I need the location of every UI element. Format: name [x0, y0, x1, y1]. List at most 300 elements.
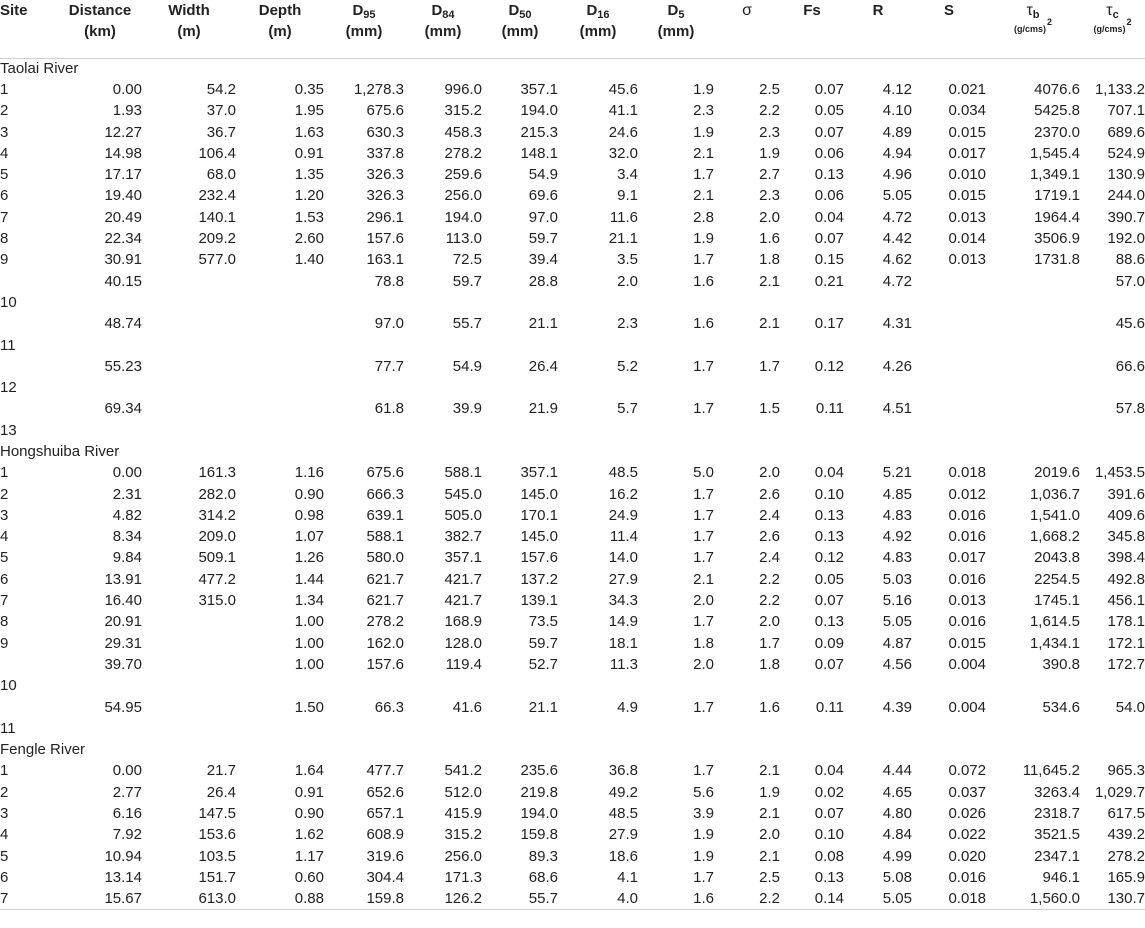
- cell-depth: 0.88: [236, 889, 324, 910]
- cell-fs: 0.07: [814, 592, 844, 610]
- cell-d50: 89.3: [528, 847, 558, 865]
- table-row: [0, 186, 1145, 207]
- cell-d95: 77.7: [374, 357, 404, 375]
- cell-d5: 1.6: [638, 889, 714, 910]
- cell-tau-b: 1,545.4: [1029, 144, 1080, 162]
- cell-site: 7: [0, 592, 9, 610]
- cell-d16: 27.9: [608, 570, 638, 588]
- river-group-row: [0, 441, 1145, 462]
- cell-d84: 512.0: [444, 783, 482, 801]
- cell-s: 0.026: [948, 805, 986, 823]
- cell-d95: 61.8: [374, 400, 404, 418]
- table-row: [0, 612, 1145, 633]
- cell-distance: 2.31: [112, 485, 142, 503]
- cell-r: 4.44: [882, 762, 912, 780]
- site-number-row: [0, 420, 1145, 441]
- cell-tau-c: 390.7: [1107, 208, 1145, 226]
- cell-fs: 0.14: [780, 889, 844, 910]
- cell-distance: 13.14: [104, 868, 142, 886]
- table-row: [0, 782, 1145, 803]
- cell-distance: 20.91: [104, 613, 142, 631]
- cell-r: 4.12: [882, 80, 912, 98]
- table-row: [0, 314, 1145, 335]
- cell-distance: 20.49: [104, 208, 142, 226]
- cell-site: [0, 654, 58, 675]
- cell-tau-b: 2043.8: [1034, 549, 1080, 567]
- cell-d84: 256.0: [444, 847, 482, 865]
- cell-sigma: 1.9: [759, 144, 780, 162]
- empty-cell: [638, 335, 714, 356]
- cell-tau-c: 1,453.5: [1094, 464, 1145, 482]
- empty-cell: [986, 676, 1080, 697]
- cell-d5: 1.7: [693, 251, 714, 269]
- cell-sigma: 1.5: [759, 400, 780, 418]
- cell-fs: 0.07: [814, 123, 844, 141]
- cell-d16: 9.1: [617, 187, 638, 205]
- cell-d50: 215.3: [520, 123, 558, 141]
- cell-site: 7: [0, 889, 58, 910]
- cell-d84: 119.4: [445, 655, 482, 673]
- cell-fs: 0.11: [815, 698, 844, 716]
- cell-d95: 162.0: [366, 634, 404, 652]
- cell-s: 0.013: [948, 592, 986, 610]
- cell-d16: 27.9: [608, 826, 638, 844]
- cell-r: 4.89: [882, 123, 912, 141]
- cell-s: [912, 399, 986, 420]
- cell-tau-c: 192.0: [1107, 230, 1145, 248]
- cell-tau-c: 57.0: [1115, 272, 1145, 290]
- cell-depth: 1.50: [294, 698, 324, 716]
- empty-cell: [1080, 676, 1145, 697]
- cell-r: 4.83: [882, 506, 912, 524]
- cell-tau-b: 534.6: [1042, 698, 1080, 716]
- cell-tau-b: 2254.5: [1034, 570, 1080, 588]
- cell-s: [912, 356, 986, 377]
- cell-tau-c: 244.0: [1107, 187, 1145, 205]
- cell-d5: 3.9: [693, 805, 714, 823]
- cell-width: 282.0: [198, 485, 236, 503]
- cell-sigma: 2.6: [759, 528, 780, 546]
- cell-distance: 19.40: [104, 187, 142, 205]
- empty-cell: [142, 377, 236, 398]
- cell-depth: [236, 399, 324, 420]
- cell-depth: 1.53: [294, 208, 324, 226]
- cell-d5: 2.0: [693, 592, 714, 610]
- cell-width: 106.4: [198, 144, 236, 162]
- cell-r: 5.05: [844, 889, 912, 910]
- cell-r: 4.42: [882, 230, 912, 248]
- col-header-sigma: σ: [714, 0, 780, 58]
- cell-d5: 1.7: [693, 528, 714, 546]
- empty-cell: [324, 377, 404, 398]
- cell-r: 4.85: [882, 485, 912, 503]
- table-row: [0, 654, 1145, 675]
- cell-tau-b: 1,668.2: [1029, 528, 1080, 546]
- empty-cell: [638, 377, 714, 398]
- cell-depth: 0.90: [294, 485, 324, 503]
- cell-width: 151.7: [198, 868, 236, 886]
- cell-site: 8: [0, 613, 9, 631]
- cell-fs: 0.15: [814, 251, 844, 269]
- empty-cell: [780, 377, 844, 398]
- cell-s: 0.004: [948, 698, 986, 716]
- empty-cell: [912, 377, 986, 398]
- cell-fs: 0.06: [814, 144, 844, 162]
- cell-site: [0, 314, 58, 335]
- cell-depth: 2.60: [294, 230, 324, 248]
- cell-d84: 171.3: [444, 868, 482, 886]
- empty-cell: [58, 292, 142, 313]
- cell-site: [0, 271, 58, 292]
- cell-tau-c: 165.9: [1107, 868, 1145, 886]
- cell-width: 26.4: [206, 783, 236, 801]
- cell-d16: 36.8: [608, 762, 638, 780]
- cell-distance: 69.34: [104, 400, 142, 418]
- cell-depth: 0.35: [294, 80, 324, 98]
- empty-cell: [558, 377, 638, 398]
- empty-cell: [780, 292, 844, 313]
- cell-d95: 326.3: [366, 166, 404, 184]
- cell-d5: 2.1: [693, 144, 714, 162]
- cell-r: 4.72: [882, 272, 912, 290]
- empty-cell: [482, 377, 558, 398]
- table-row: [0, 569, 1145, 590]
- table-row: [0, 548, 1145, 569]
- cell-d5: 1.9: [693, 230, 714, 248]
- cell-d5: 1.6: [693, 272, 714, 290]
- cell-s: 0.015: [948, 634, 986, 652]
- cell-d95: 1,278.3: [353, 80, 404, 98]
- cell-width: [142, 356, 236, 377]
- cell-d5: 1.7: [693, 698, 714, 716]
- cell-d95: 666.3: [366, 485, 404, 503]
- cell-distance: 4.82: [112, 506, 142, 524]
- cell-d50: 145.0: [520, 485, 558, 503]
- cell-depth: 1.44: [294, 570, 324, 588]
- cell-site: 6: [0, 868, 9, 886]
- cell-r: 4.65: [882, 783, 912, 801]
- cell-r: 4.87: [882, 634, 912, 652]
- cell-d5: 1.7: [693, 485, 714, 503]
- cell-d95: 657.1: [366, 805, 404, 823]
- cell-sigma: 2.3: [759, 187, 780, 205]
- cell-d95: 296.1: [366, 208, 404, 226]
- cell-tau-c: 172.7: [1107, 655, 1145, 673]
- cell-depth: 1.34: [294, 592, 324, 610]
- cell-s: 0.017: [948, 549, 986, 567]
- cell-d50: 170.1: [520, 506, 558, 524]
- cell-depth: 1.63: [294, 123, 324, 141]
- cell-tau-c: 439.2: [1107, 826, 1145, 844]
- cell-r: 5.03: [882, 570, 912, 588]
- cell-d84: 541.2: [444, 762, 482, 780]
- cell-sigma: 2.5: [759, 80, 780, 98]
- cell-d16: 21.1: [608, 230, 638, 248]
- table-row: [0, 590, 1145, 611]
- cell-tau-b: 3506.9: [1034, 230, 1080, 248]
- river-name: Taolai River: [0, 59, 79, 77]
- cell-depth: 1.17: [294, 847, 324, 865]
- cell-fs: 0.11: [815, 400, 844, 418]
- cell-d5: 1.9: [693, 847, 714, 865]
- cell-distance: 6.16: [112, 805, 142, 823]
- cell-tau-b: 946.1: [1042, 868, 1080, 886]
- cell-d95: 621.7: [366, 592, 404, 610]
- cell-d84: 72.5: [452, 251, 482, 269]
- table-row: [0, 825, 1145, 846]
- empty-cell: [780, 718, 844, 739]
- cell-d5: 1.7: [693, 506, 714, 524]
- empty-cell: [844, 718, 912, 739]
- cell-r: 4.72: [882, 208, 912, 226]
- table-row: [0, 143, 1145, 164]
- site-number: 13: [0, 421, 17, 439]
- cell-d16: 11.3: [609, 655, 638, 673]
- cell-width: 209.2: [198, 230, 236, 248]
- cell-width: 209.0: [198, 528, 236, 546]
- cell-r: 4.83: [882, 549, 912, 567]
- empty-cell: [324, 292, 404, 313]
- cell-sigma: 2.1: [759, 762, 780, 780]
- cell-d84: 278.2: [444, 144, 482, 162]
- empty-cell: [404, 718, 482, 739]
- river-group-row: [0, 58, 1145, 79]
- cell-d50: 357.1: [520, 80, 558, 98]
- cell-s: 0.037: [948, 783, 986, 801]
- cell-width: 577.0: [198, 251, 236, 269]
- col-header-depth: Depth (m): [236, 0, 324, 58]
- cell-s: 0.072: [948, 762, 986, 780]
- empty-cell: [404, 292, 482, 313]
- cell-d50: 59.7: [528, 634, 558, 652]
- cell-s: 0.013: [948, 251, 986, 269]
- empty-cell: [1080, 420, 1145, 441]
- cell-d95: 639.1: [366, 506, 404, 524]
- cell-d95: 337.8: [366, 144, 404, 162]
- cell-d84: 194.0: [444, 208, 482, 226]
- empty-cell: [324, 718, 404, 739]
- cell-d95: 66.3: [374, 698, 404, 716]
- cell-d84: 382.7: [444, 528, 482, 546]
- cell-d5: 1.7: [693, 613, 714, 631]
- cell-s: 0.017: [948, 144, 986, 162]
- empty-cell: [780, 676, 844, 697]
- cell-site: 1: [0, 762, 9, 780]
- cell-d84: 415.9: [444, 805, 482, 823]
- cell-d16: 5.2: [617, 357, 638, 375]
- cell-tau-b: 390.8: [1042, 655, 1080, 673]
- empty-cell: [912, 420, 986, 441]
- cell-tau-c: 172.1: [1107, 634, 1145, 652]
- cell-distance: 8.34: [112, 528, 142, 546]
- cell-sigma: 2.0: [759, 208, 780, 226]
- cell-r: 4.96: [882, 166, 912, 184]
- cell-d5: 2.8: [693, 208, 714, 226]
- cell-fs: 0.07: [814, 80, 844, 98]
- empty-cell: [912, 676, 986, 697]
- cell-tau-c: 965.3: [1107, 762, 1145, 780]
- cell-tau-b: 1,614.5: [1029, 613, 1080, 631]
- table-body: [0, 58, 1145, 910]
- cell-tau-c: 45.6: [1115, 315, 1145, 333]
- empty-cell: [58, 718, 142, 739]
- empty-cell: [986, 292, 1080, 313]
- cell-sigma: 2.1: [759, 847, 780, 865]
- empty-cell: [714, 377, 780, 398]
- col-header-fs: Fs: [780, 0, 844, 58]
- cell-sigma: 2.1: [759, 805, 780, 823]
- empty-cell: [558, 292, 638, 313]
- river-name: Hongshuiba River: [0, 442, 120, 460]
- cell-site: 5: [0, 549, 9, 567]
- cell-d84: 588.1: [444, 464, 482, 482]
- cell-depth: 1.00: [294, 634, 324, 652]
- cell-fs: 0.13: [814, 868, 844, 886]
- cell-fs: 0.13: [814, 613, 844, 631]
- table-row: [0, 101, 1145, 122]
- cell-d16: 2.3: [617, 315, 638, 333]
- empty-cell: [404, 377, 482, 398]
- cell-fs: 0.04: [814, 762, 844, 780]
- cell-d50: 97.0: [528, 208, 558, 226]
- cell-r: 4.84: [882, 826, 912, 844]
- cell-tau-c: 689.6: [1107, 123, 1145, 141]
- cell-d84: 54.9: [452, 357, 482, 375]
- empty-cell: [714, 420, 780, 441]
- cell-fs: 0.05: [814, 102, 844, 120]
- cell-d84: 996.0: [444, 80, 482, 98]
- cell-width: 140.1: [198, 208, 236, 226]
- cell-r: 4.94: [882, 144, 912, 162]
- empty-cell: [714, 676, 780, 697]
- site-number: 11: [0, 719, 16, 737]
- empty-cell: [236, 420, 324, 441]
- cell-d50: 194.0: [520, 805, 558, 823]
- cell-d84: 41.6: [452, 698, 482, 716]
- cell-tau-b: [986, 356, 1080, 377]
- cell-distance: 22.34: [104, 230, 142, 248]
- empty-cell: [482, 718, 558, 739]
- cell-distance: 2.77: [112, 783, 142, 801]
- cell-s: 0.016: [948, 570, 986, 588]
- cell-d5: 1.9: [693, 80, 714, 98]
- empty-cell: [236, 377, 324, 398]
- cell-tau-b: 1,036.7: [1029, 485, 1080, 503]
- cell-tau-b: [986, 314, 1080, 335]
- cell-d5: 1.8: [693, 634, 714, 652]
- cell-s: 0.016: [948, 506, 986, 524]
- cell-distance: 15.67: [58, 889, 142, 910]
- cell-site: 4: [0, 528, 9, 546]
- table-row: [0, 271, 1145, 292]
- cell-tau-c: 391.6: [1107, 485, 1145, 503]
- cell-d16: 32.0: [608, 144, 638, 162]
- cell-distance: 13.91: [104, 570, 142, 588]
- empty-cell: [844, 420, 912, 441]
- empty-cell: [324, 335, 404, 356]
- cell-site: [0, 697, 58, 718]
- cell-site: 3: [0, 805, 9, 823]
- cell-r: 4.99: [882, 847, 912, 865]
- cell-sigma: 1.9: [759, 783, 780, 801]
- table-header: [0, 0, 1145, 58]
- cell-d50: 157.6: [520, 549, 558, 567]
- cell-d16: 48.5: [608, 464, 638, 482]
- cell-d5: 1.7: [693, 400, 714, 418]
- cell-tau-b: 2347.1: [1034, 847, 1080, 865]
- site-number: 11: [0, 336, 16, 354]
- cell-width: 153.6: [198, 826, 236, 844]
- empty-cell: [236, 676, 324, 697]
- cell-d5: 2.0: [693, 655, 714, 673]
- cell-site: 6: [0, 570, 9, 588]
- cell-r: 4.51: [882, 400, 912, 418]
- cell-d95: 608.9: [366, 826, 404, 844]
- cell-s: 0.013: [948, 208, 986, 226]
- cell-d84: 55.7: [452, 315, 482, 333]
- cell-d5: 1.6: [693, 315, 714, 333]
- cell-sigma: 2.3: [759, 123, 780, 141]
- cell-d16: 41.1: [608, 102, 638, 120]
- cell-r: 4.56: [882, 655, 912, 673]
- cell-site: 9: [0, 251, 9, 269]
- cell-sigma: 2.2: [759, 102, 780, 120]
- cell-site: 3: [0, 506, 9, 524]
- cell-d16: 2.0: [617, 272, 638, 290]
- cell-tau-b: 11,645.2: [1022, 762, 1080, 780]
- empty-cell: [236, 335, 324, 356]
- empty-cell: [844, 335, 912, 356]
- cell-fs: 0.10: [814, 485, 844, 503]
- cell-tau-b: 1,541.0: [1029, 506, 1080, 524]
- cell-d84: 59.7: [452, 272, 482, 290]
- empty-cell: [986, 377, 1080, 398]
- cell-distance: 0.00: [112, 464, 142, 482]
- cell-depth: 1.00: [294, 655, 324, 673]
- cell-depth: 0.60: [294, 868, 324, 886]
- empty-cell: [638, 420, 714, 441]
- cell-d50: 137.2: [520, 570, 558, 588]
- col-header-width: Width (m): [142, 0, 236, 58]
- cell-tau-b: 1,349.1: [1029, 166, 1080, 184]
- cell-d16: 3.5: [617, 251, 638, 269]
- cell-site: 4: [0, 144, 9, 162]
- cell-tau-c: 57.8: [1115, 400, 1145, 418]
- cell-d16: 4.1: [617, 868, 638, 886]
- cell-depth: [236, 271, 324, 292]
- cell-depth: [236, 314, 324, 335]
- table-row: [0, 207, 1145, 228]
- cell-d50: 194.0: [520, 102, 558, 120]
- cell-distance: 10.94: [104, 847, 142, 865]
- cell-fs: 0.12: [814, 357, 844, 375]
- cell-tau-b: 2370.0: [1034, 123, 1080, 141]
- cell-distance: 48.74: [104, 315, 142, 333]
- cell-d16: 18.1: [608, 634, 638, 652]
- cell-tau-b: 1964.4: [1034, 208, 1080, 226]
- empty-cell: [482, 676, 558, 697]
- cell-width: [142, 271, 236, 292]
- empty-cell: [558, 676, 638, 697]
- cell-fs: 0.07: [814, 230, 844, 248]
- cell-tau-c: 278.2: [1107, 847, 1145, 865]
- empty-cell: [142, 292, 236, 313]
- cell-distance: 55.23: [104, 357, 142, 375]
- cell-tau-b: 1745.1: [1034, 592, 1080, 610]
- cell-distance: 16.40: [104, 592, 142, 610]
- cell-s: 0.012: [948, 485, 986, 503]
- cell-depth: 0.91: [294, 783, 324, 801]
